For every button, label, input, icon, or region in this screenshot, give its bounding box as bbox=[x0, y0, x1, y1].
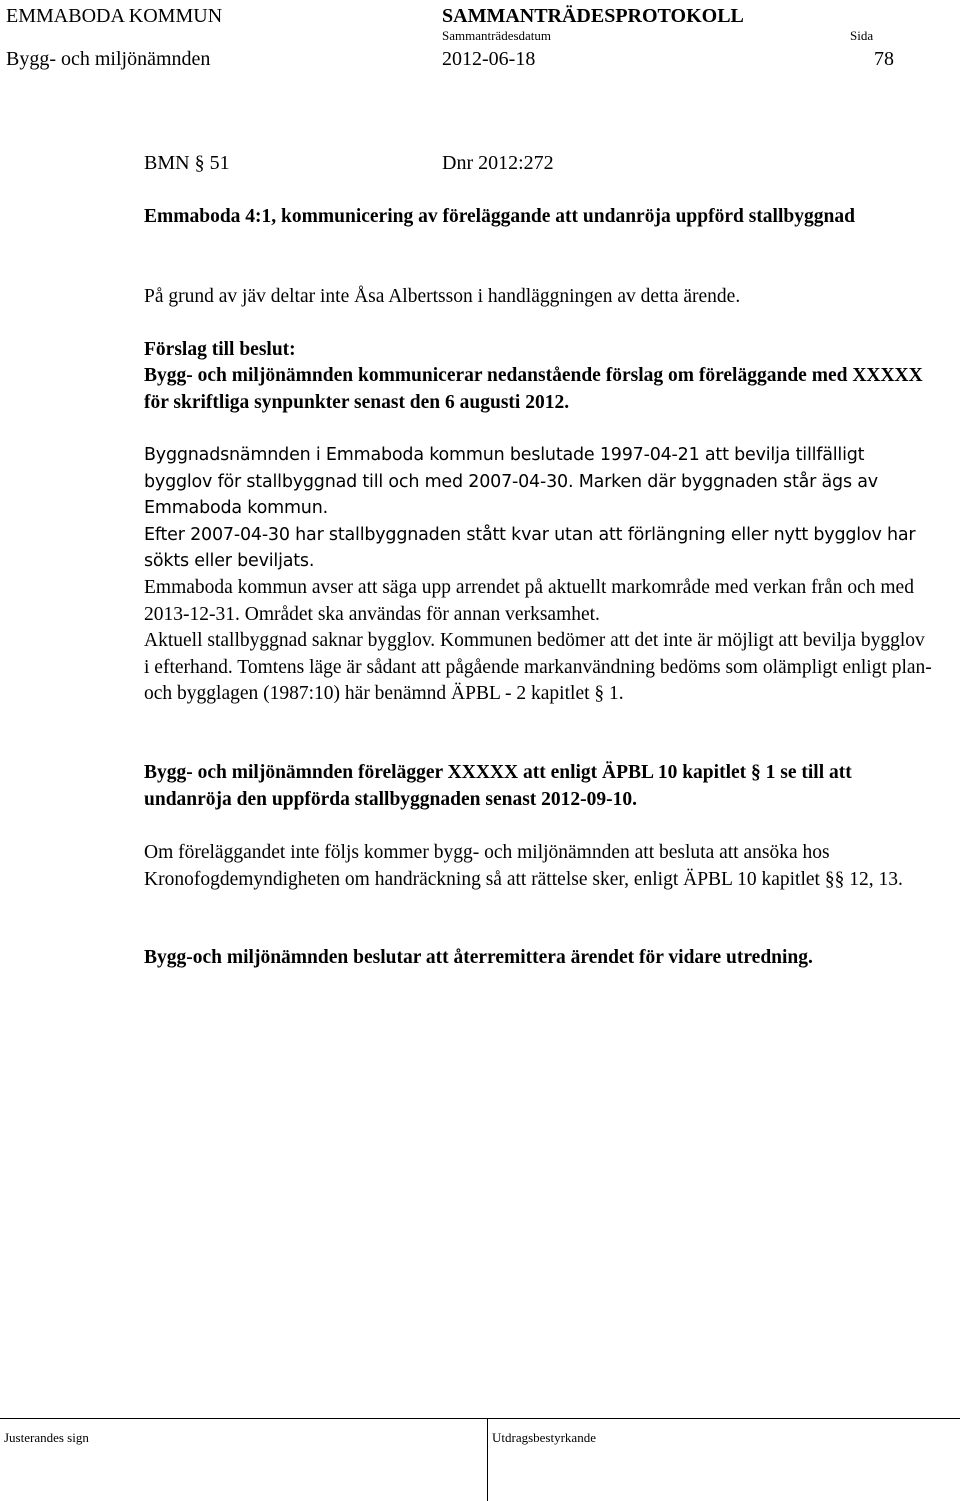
footer-sign-cell bbox=[0, 1418, 488, 1501]
page-number: 78 bbox=[874, 48, 894, 70]
document-type: SAMMANTRÄDESPROTOKOLL bbox=[442, 5, 744, 27]
background-paragraph: Byggnadsnämnden i Emmaboda kommun beslutade 1997-04-21 att bevilja tillfälligt bygglov för stallbyggnad till och med 2007-04-30. Marken där byggnaden står ägs av Emmaboda kommun. bbox=[144, 445, 878, 518]
certification-label: Utdragsbestyrkande bbox=[492, 1430, 596, 1445]
sign-label: Justerandes sign bbox=[4, 1430, 89, 1445]
org-name: EMMABODA KOMMUN bbox=[6, 5, 223, 27]
board-name: Bygg- och miljönämnden bbox=[6, 48, 211, 70]
case-title: Emmaboda 4:1, kommunicering av föreläggande att undanröja uppförd stallbyggnad bbox=[144, 206, 855, 227]
background-paragraph: Emmaboda kommun avser att säga upp arrendet på aktuellt markområde med verkan från och med 2013-12-31. Området ska användas för annan verksamhet. bbox=[144, 577, 914, 625]
case-number: BMN § 51 bbox=[144, 152, 230, 174]
background-section bbox=[144, 442, 934, 575]
background-paragraph: Aktuell stallbyggnad saknar bygglov. Kommunen bedömer att det inte är möjligt att bevilja bygglov i efterhand. Tomtens läge är sådant att pågående markanvändning bedöms som olämpligt enligt plan- och bygglagen (1987:10) här benämnd ÄPBL - 2 kapitlet § 1. bbox=[144, 630, 932, 704]
date-label: Sammanträdesdatum bbox=[442, 28, 552, 43]
proposal-heading: Förslag till beslut: bbox=[144, 339, 296, 360]
page-label: Sida bbox=[850, 28, 874, 43]
case-dnr: Dnr 2012:272 bbox=[442, 152, 554, 174]
proposal-text: Bygg- och miljönämnden kommunicerar nedanstående förslag om föreläggande med XXXXX för skriftliga synpunkter senast den 6 augusti 2012. bbox=[144, 365, 923, 413]
background-paragraph: Efter 2007-04-30 har stallbyggnaden stått kvar utan att förlängning eller nytt bygglov har sökts eller beviljats. bbox=[144, 524, 916, 571]
meeting-date: 2012-06-18 bbox=[442, 48, 536, 70]
decision-text: Bygg-och miljönämnden beslutar att återremittera ärendet för vidare utredning. bbox=[144, 947, 813, 968]
consequence-text: Om föreläggandet inte följs kommer bygg- och miljönämnden att besluta att ansöka hos Kronofogdemyndigheten om handräckning så att rättelse sker, enligt ÄPBL 10 kapitlet §§ 12, 13. bbox=[144, 842, 903, 890]
background-section-2 bbox=[144, 575, 934, 708]
footer-cert-cell bbox=[488, 1418, 960, 1501]
order-text: Bygg- och miljönämnden förelägger XXXXX att enligt ÄPBL 10 kapitlet § 1 se till att undanröja den uppförda stallbyggnaden senast 2012-09-10. bbox=[144, 762, 852, 810]
jav-note: På grund av jäv deltar inte Åsa Albertsson i handläggningen av detta ärende. bbox=[144, 286, 741, 307]
